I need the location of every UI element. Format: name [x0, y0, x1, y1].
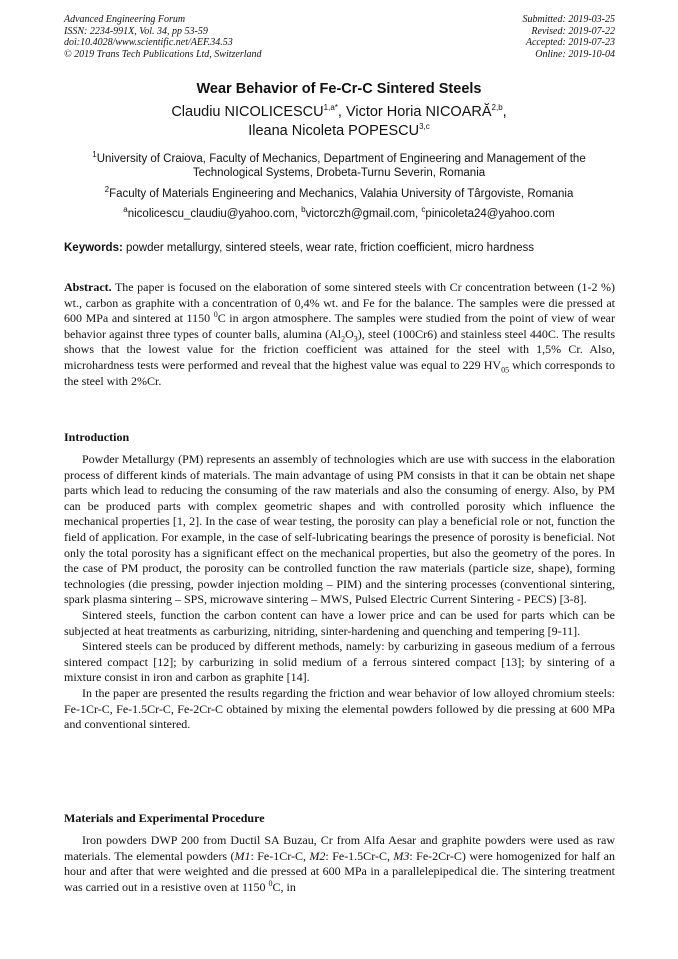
author-list: [0, 103, 678, 141]
materials-text: C, in: [272, 879, 296, 894]
affiliation-1-text: University of Craiova, Faculty of Mechanics, Department of Engineering and Management of the Technological Systems, Drobeta-Turnu Severin, Romania: [96, 153, 586, 179]
author-separator: ,: [337, 104, 346, 120]
keywords-text: powder metallurgy, sintered steels, wear rate, friction coefficient, micro hardness: [122, 242, 534, 254]
journal-doi: doi:10.4028/www.scientific.net/AEF.34.53: [64, 37, 233, 48]
materials-body: [64, 833, 615, 895]
email-c-marker: c: [421, 205, 426, 215]
date-accepted: Accepted: 2019-07-23: [525, 37, 615, 48]
submission-dates: [523, 14, 616, 60]
abstract-text: ), steel (100Cr6) and stainless steel 440C. The results shows that the lowest value for the friction coefficient was attained for the steel with 1,5% Cr. Also, microhardness tests were performed and reveal that the highest value was equal to 229 HV: [64, 326, 616, 372]
sample-label: M2: [309, 848, 326, 863]
abstract-text: which corresponds to the steel with 2%Cr.: [64, 357, 615, 388]
materials-text: : Fe-2Cr-C) were homogenized for half an hour and after that were weighted and die pressed at 600 MPa in a parallelepipedical die. The sintering treatment was carried out in a resistive oven at 1150: [64, 848, 616, 894]
author-3: Ileana Nicoleta POPESCU: [248, 123, 420, 139]
author-line-1: [0, 103, 678, 122]
date-revised: Revised: 2019-07-22: [531, 25, 615, 37]
abstract-label: Abstract.: [64, 280, 112, 294]
subscript: 2: [341, 334, 346, 344]
journal-info: [64, 14, 262, 60]
paper-title: Wear Behavior of Fe-Cr-C Sintered Steels: [196, 81, 482, 97]
abstract: [64, 280, 615, 389]
author-1: Claudiu NICOLICESCU: [171, 104, 324, 120]
author-separator: ,: [502, 104, 507, 120]
journal-issn: ISSN: 2234-991X, Vol. 34, pp 53-59: [64, 25, 208, 37]
journal-name: Advanced Engineering Forum: [64, 14, 186, 25]
degree-mark: 0: [213, 310, 218, 320]
section-heading-materials: Materials and Experimental Procedure: [64, 811, 265, 825]
introduction-body: [64, 452, 615, 733]
author-2-marker: 2,b: [491, 103, 503, 113]
paragraph: [64, 833, 615, 895]
email-a-marker: a: [123, 205, 128, 215]
author-2: Victor Horia NICOARĂ: [345, 104, 492, 120]
affiliation-2: [62, 187, 616, 201]
email-b-marker: b: [301, 205, 306, 215]
affiliation-1-marker: 1: [92, 150, 97, 160]
materials-text: : Fe-1.5Cr-C,: [325, 848, 394, 863]
affiliation-2-marker: 2: [104, 185, 110, 195]
subscript: 3: [353, 334, 358, 344]
keywords-label: Keywords:: [64, 242, 123, 254]
abstract-text: The paper is focused on the elaboration of some sintered steels with Cr concentration between (1-2 %) wt., carbon as graphite with a concentration of 0,4% wt. and Fe for the balance. The samples were die pressed at 600 MPa and sintered at 1150: [64, 280, 615, 326]
paragraph: Powder Metallurgy (PM) represents an assembly of technologies which are use with success in the elaboration process of different kinds of materials. The main advantage of using PM consists in that it can be obtain net shape parts which lead to reducing the consuming of the raw materials and also the consuming of energy. Also, by PM can be produced parts with complex geometric shapes and with controlled porosity which influence the mechanical properties [1, 2]. In the case of wear testing, the porosity can play a beneficial role or not, function the field of application. For example, in the case of self-lubricating bearings the presence of porosity is beneficial. Not only the total porosity has a significant effect on the mechanical properties, but also the geometry of the pores. In the case of PM product, the porosity can be controlled function the raw materials (particle size, shape), forming technologies (die pressing, powder injection molding – PIM) and the sintering processes (conventional sintering, spark plasma sintering – SPS, microwave sintering – MWS, Pulsed Electric Current Sintering - PECS) [3-8].: [64, 452, 615, 607]
email-b[interactable]: victorczh@gmail.com,: [305, 208, 422, 220]
affiliation-1: [62, 152, 616, 180]
author-1-marker: 1,a*: [323, 103, 338, 113]
author-line-2: [0, 122, 678, 141]
section-heading-introduction: Introduction: [64, 430, 130, 444]
subscript: 05: [501, 365, 510, 375]
abstract-text: O: [345, 326, 354, 341]
paragraph: Sintered steels, function the carbon content can have a lower price and can be used for parts which can be subjected at heat treatments as carburizing, nitriding, sinter-hardening and quenching and tempering [9-11].: [64, 607, 615, 638]
paragraph: Sintered steels can be produced by different methods, namely: by carburizing in gaseous medium of a ferrous sintered compact [12]; by carburizing in solid medium of a ferrous sintered compact [13]; by sintering of a mixture consist in iron and carbon as graphite [14].: [64, 639, 615, 685]
abstract-text: C in argon atmosphere. The samples were studied from the point of view of wear behavior against three types of counter balls, alumina (Al: [64, 311, 615, 341]
degree-mark: 0: [268, 878, 273, 888]
paragraph: In the paper are presented the results regarding the friction and wear behavior of low alloyed chromium steels: Fe-1Cr-C, Fe-1.5Cr-C, Fe-2Cr-C obtained by mixing the elemental powders followed by die pressing at 600 MPa and conventional sintered.: [64, 685, 615, 732]
keywords: [64, 242, 616, 254]
date-online: Online: 2019-10-04: [535, 48, 615, 60]
author-emails: [0, 205, 678, 220]
author-3-marker: 3,c: [419, 122, 430, 132]
sample-label: M1: [234, 848, 251, 863]
email-c[interactable]: pinicoleta24@yahoo.com: [425, 208, 555, 220]
materials-text: Iron powders DWP 200 from Ductil SA Buzau, Cr from Alfa Aesar and graphite powders were used as raw materials. The elemental powders (: [64, 833, 615, 863]
email-a[interactable]: nicolicescu_claudiu@yahoo.com,: [127, 208, 302, 220]
affiliation-2-text: Faculty of Materials Engineering and Mechanics, Valahia University of Târgoviste, Romania: [109, 188, 574, 200]
journal-copyright: © 2019 Trans Tech Publications Ltd, Switzerland: [64, 48, 262, 60]
materials-text: : Fe-1Cr-C,: [250, 848, 310, 863]
sample-label: M3: [393, 848, 410, 863]
date-submitted: Submitted: 2019-03-25: [522, 14, 615, 25]
